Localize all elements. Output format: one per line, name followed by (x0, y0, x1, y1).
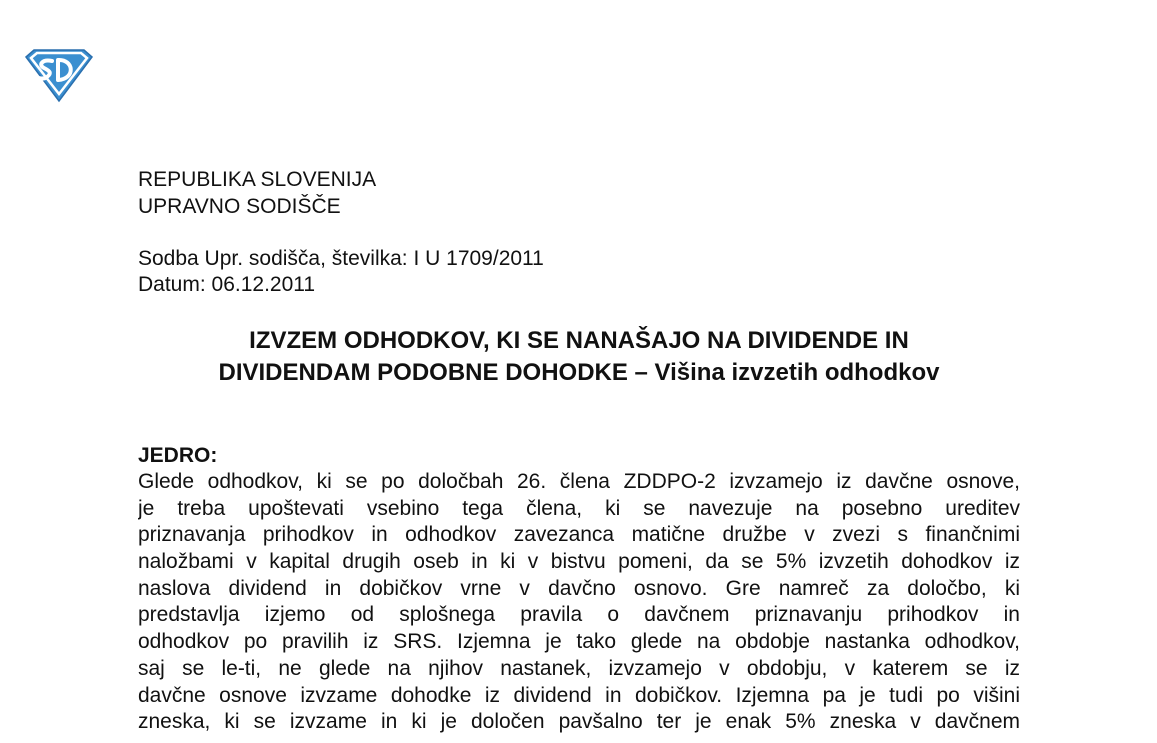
body-line: davčne osnove izvzame dohodke iz dividend in dobičkov. Izjemna pa je tudi po višini (138, 683, 1020, 707)
case-number: Sodba Upr. sodišča, številka: I U 1709/2011 (138, 247, 544, 270)
title-line-2: DIVIDENDAM PODOBNE DOHODKE – Višina izvzetih odhodkov (218, 359, 940, 386)
body-line: naložbami v kapital drugih oseb in ki v bistvu pomeni, da se 5% izvzetih dohodkov iz (138, 550, 1020, 574)
jedro-heading: JEDRO: (138, 444, 218, 467)
body-line: predstavlja izjemo od splošnega pravila o davčnem priznavanju prihodkov in (138, 603, 1020, 627)
body-line: zneska, ki se izvzame in ki je določen pavšalno ter je enak 5% zneska v davčnem (138, 710, 1020, 734)
body-line: saj se le-ti, ne glede na njihov nastanek, izvzamejo v obdobju, v katerem se iz (138, 656, 1020, 680)
header-country: REPUBLIKA SLOVENIJA (138, 168, 377, 191)
sd-logo-icon (22, 47, 96, 104)
body-line: naslova dividend in dobičkov vrne v davčno osnovo. Gre namreč za določbo, ki (138, 576, 1020, 600)
body-line: je treba upoštevati vsebino tega člena, ki se navezuje na posebno ureditev (138, 496, 1020, 520)
document-title (138, 325, 1020, 389)
body-line: Glede odhodkov, ki se po določbah 26. člena ZDDPO-2 izvzamejo iz davčne osnove, (138, 470, 1020, 493)
body-line: odhodkov po pravilih iz SRS. Izjemna je tako glede na obdobje nastanka odhodkov, (138, 630, 1020, 654)
case-date: Datum: 06.12.2011 (138, 273, 316, 296)
body-line: priznavanja prihodkov in odhodkov zavezanca matične družbe v zvezi s finančnimi (138, 523, 1020, 547)
header-court: UPRAVNO SODIŠČE (138, 195, 341, 218)
title-line-1: IZVZEM ODHODKOV, KI SE NANAŠAJO NA DIVIDENDE IN (249, 327, 909, 354)
case-reference (138, 246, 544, 298)
court-header (138, 166, 376, 220)
jedro-body (138, 469, 1020, 736)
